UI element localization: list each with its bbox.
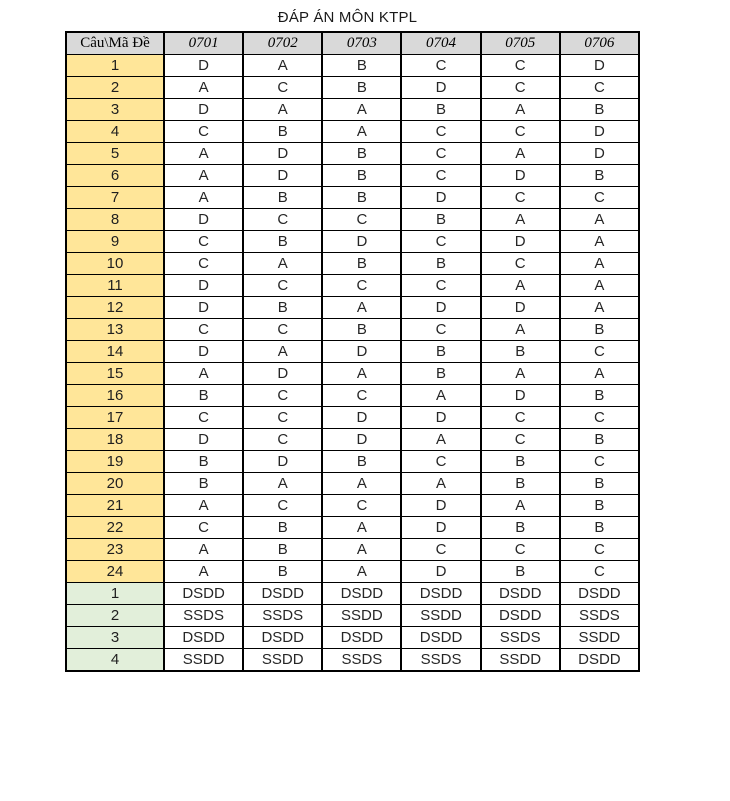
answer-cell: DSDD [164, 583, 243, 605]
answer-cell: C [560, 187, 639, 209]
answer-cell: C [322, 209, 401, 231]
answer-cell: B [322, 187, 401, 209]
answer-cell: SSDS [164, 605, 243, 627]
answer-cell: A [322, 517, 401, 539]
answer-cell: A [560, 253, 639, 275]
answer-cell: C [481, 407, 560, 429]
answer-cell: D [560, 143, 639, 165]
answer-cell: D [401, 517, 480, 539]
question-number-cell: 22 [66, 517, 164, 539]
answer-cell: D [401, 77, 480, 99]
answer-cell: D [401, 187, 480, 209]
question-number-cell: 5 [66, 143, 164, 165]
answer-cell: A [243, 341, 322, 363]
question-number-cell: 20 [66, 473, 164, 495]
answer-cell: B [401, 341, 480, 363]
answer-cell: B [560, 385, 639, 407]
answer-cell: B [243, 561, 322, 583]
answer-cell: DSDD [322, 627, 401, 649]
table-row [66, 55, 639, 77]
answer-cell: C [164, 319, 243, 341]
answer-cell: D [322, 341, 401, 363]
answer-cell: C [164, 407, 243, 429]
table-row [66, 605, 639, 627]
header-row [66, 32, 639, 55]
answer-cell: SSDD [164, 649, 243, 672]
answer-cell: C [481, 55, 560, 77]
question-number-cell: 6 [66, 165, 164, 187]
question-number-cell: 4 [66, 649, 164, 672]
answer-cell: B [401, 209, 480, 231]
table-row [66, 429, 639, 451]
table-row [66, 649, 639, 672]
code-header-cell: 0705 [481, 32, 560, 55]
table-row [66, 319, 639, 341]
answer-cell: A [164, 539, 243, 561]
answer-cell: C [560, 407, 639, 429]
answer-cell: SSDS [322, 649, 401, 672]
answer-cell: A [164, 143, 243, 165]
answer-cell: C [164, 517, 243, 539]
table-row [66, 561, 639, 583]
answer-cell: D [243, 143, 322, 165]
answer-cell: A [560, 363, 639, 385]
answer-cell: B [560, 517, 639, 539]
answer-cell: A [401, 385, 480, 407]
table-row [66, 407, 639, 429]
answer-cell: B [401, 363, 480, 385]
answer-cell: C [401, 121, 480, 143]
question-number-cell: 7 [66, 187, 164, 209]
answer-cell: A [560, 275, 639, 297]
answer-cell: DSDD [481, 583, 560, 605]
answer-cell: C [401, 539, 480, 561]
answer-cell: C [481, 253, 560, 275]
question-number-cell: 1 [66, 55, 164, 77]
question-number-cell: 3 [66, 627, 164, 649]
question-number-cell: 2 [66, 605, 164, 627]
answer-cell: B [322, 319, 401, 341]
answer-cell: D [401, 407, 480, 429]
answer-cell: C [243, 319, 322, 341]
answer-cell: B [322, 253, 401, 275]
table-row [66, 99, 639, 121]
table-row [66, 297, 639, 319]
answer-cell: C [401, 275, 480, 297]
question-number-cell: 14 [66, 341, 164, 363]
answer-cell: C [401, 451, 480, 473]
question-number-cell: 23 [66, 539, 164, 561]
answer-cell: A [164, 165, 243, 187]
answer-cell: B [243, 121, 322, 143]
answer-cell: D [322, 407, 401, 429]
question-number-cell: 13 [66, 319, 164, 341]
code-header-cell: 0706 [560, 32, 639, 55]
answer-key-table [65, 31, 640, 672]
answer-cell: C [481, 187, 560, 209]
table-row [66, 495, 639, 517]
answer-cell: B [401, 99, 480, 121]
answer-cell: B [243, 517, 322, 539]
table-row [66, 165, 639, 187]
answer-cell: A [243, 473, 322, 495]
answer-cell: A [560, 297, 639, 319]
answer-cell: A [481, 275, 560, 297]
code-header-cell: 0704 [401, 32, 480, 55]
answer-cell: B [560, 495, 639, 517]
answer-cell: D [560, 121, 639, 143]
answer-cell: DSDD [164, 627, 243, 649]
answer-cell: B [322, 77, 401, 99]
answer-cell: A [322, 297, 401, 319]
answer-cell: C [481, 77, 560, 99]
answer-cell: C [243, 385, 322, 407]
code-header-cell: 0703 [322, 32, 401, 55]
answer-cell: B [322, 165, 401, 187]
answer-cell: A [243, 99, 322, 121]
answer-cell: C [243, 495, 322, 517]
answer-cell: B [401, 253, 480, 275]
answer-cell: A [322, 539, 401, 561]
answer-cell: A [164, 561, 243, 583]
answer-cell: D [401, 561, 480, 583]
answer-cell: B [560, 165, 639, 187]
table-row [66, 77, 639, 99]
question-number-cell: 18 [66, 429, 164, 451]
answer-cell: A [481, 319, 560, 341]
question-number-cell: 10 [66, 253, 164, 275]
answer-cell: A [322, 561, 401, 583]
answer-cell: B [243, 187, 322, 209]
question-number-cell: 12 [66, 297, 164, 319]
answer-cell: C [560, 77, 639, 99]
answer-cell: D [322, 429, 401, 451]
answer-cell: A [560, 231, 639, 253]
answer-cell: A [481, 99, 560, 121]
table-row [66, 385, 639, 407]
answer-cell: B [481, 473, 560, 495]
answer-cell: B [481, 517, 560, 539]
page-title: ĐÁP ÁN MÔN KTPL [277, 9, 418, 26]
answer-cell: C [243, 77, 322, 99]
table-row [66, 275, 639, 297]
answer-cell: B [243, 297, 322, 319]
answer-cell: A [481, 209, 560, 231]
table-row [66, 473, 639, 495]
answer-cell: A [481, 143, 560, 165]
answer-cell: DSDD [401, 583, 480, 605]
answer-cell: B [164, 451, 243, 473]
table-row [66, 627, 639, 649]
question-number-cell: 9 [66, 231, 164, 253]
answer-cell: B [560, 473, 639, 495]
answer-cell: DSDD [243, 583, 322, 605]
answer-cell: A [560, 209, 639, 231]
answer-cell: DSDD [481, 605, 560, 627]
answer-cell: D [481, 297, 560, 319]
answer-cell: D [164, 275, 243, 297]
answer-cell: D [164, 99, 243, 121]
answer-cell: C [401, 319, 480, 341]
question-number-cell: 8 [66, 209, 164, 231]
table-row [66, 253, 639, 275]
answer-cell: C [401, 55, 480, 77]
answer-cell: SSDS [560, 605, 639, 627]
question-number-cell: 2 [66, 77, 164, 99]
answer-cell: DSDD [560, 583, 639, 605]
answer-cell: C [322, 385, 401, 407]
answer-cell: A [322, 121, 401, 143]
answer-cell: C [243, 407, 322, 429]
question-number-cell: 24 [66, 561, 164, 583]
answer-cell: B [481, 341, 560, 363]
question-number-cell: 17 [66, 407, 164, 429]
answer-cell: C [164, 121, 243, 143]
answer-cell: B [322, 451, 401, 473]
table-row [66, 187, 639, 209]
answer-cell: SSDD [481, 649, 560, 672]
answer-cell: A [481, 363, 560, 385]
answer-cell: DSDD [401, 627, 480, 649]
answer-cell: C [481, 429, 560, 451]
table-row [66, 517, 639, 539]
answer-cell: D [164, 341, 243, 363]
answer-cell: DSDD [322, 583, 401, 605]
question-number-cell: 15 [66, 363, 164, 385]
answer-cell: A [164, 363, 243, 385]
code-header-cell: 0702 [243, 32, 322, 55]
answer-cell: C [560, 561, 639, 583]
answer-cell: SSDD [401, 605, 480, 627]
answer-cell: SSDD [322, 605, 401, 627]
answer-cell: C [560, 341, 639, 363]
table-row [66, 143, 639, 165]
answer-cell: A [322, 363, 401, 385]
answer-cell: D [401, 297, 480, 319]
answer-cell: D [164, 297, 243, 319]
answer-cell: D [243, 363, 322, 385]
answer-cell: B [243, 231, 322, 253]
answer-cell: A [322, 99, 401, 121]
answer-cell: D [481, 165, 560, 187]
answer-cell: C [322, 275, 401, 297]
answer-cell: A [164, 77, 243, 99]
answer-cell: B [481, 561, 560, 583]
answer-cell: D [164, 209, 243, 231]
answer-cell: D [164, 429, 243, 451]
question-number-cell: 1 [66, 583, 164, 605]
answer-cell: C [164, 253, 243, 275]
answer-cell: C [164, 231, 243, 253]
table-row [66, 121, 639, 143]
answer-cell: B [164, 473, 243, 495]
answer-cell: C [322, 495, 401, 517]
answer-cell: A [401, 429, 480, 451]
answer-cell: DSDD [560, 649, 639, 672]
table-row [66, 231, 639, 253]
answer-cell: SSDS [481, 627, 560, 649]
answer-cell: A [322, 473, 401, 495]
answer-cell: C [481, 539, 560, 561]
answer-cell: D [243, 451, 322, 473]
answer-cell: D [560, 55, 639, 77]
answer-cell: B [560, 319, 639, 341]
answer-cell: C [560, 539, 639, 561]
answer-cell: SSDD [560, 627, 639, 649]
answer-cell: D [481, 385, 560, 407]
table-row [66, 363, 639, 385]
answer-cell: C [243, 275, 322, 297]
answer-cell: C [481, 121, 560, 143]
answer-cell: C [401, 143, 480, 165]
answer-cell: A [243, 55, 322, 77]
answer-cell: D [401, 495, 480, 517]
question-number-cell: 21 [66, 495, 164, 517]
answer-cell: A [164, 187, 243, 209]
answer-cell: B [164, 385, 243, 407]
answer-cell: D [481, 231, 560, 253]
answer-cell: A [243, 253, 322, 275]
answer-cell: A [164, 495, 243, 517]
answer-cell: A [401, 473, 480, 495]
question-number-cell: 4 [66, 121, 164, 143]
code-header-cell: 0701 [164, 32, 243, 55]
table-row [66, 539, 639, 561]
answer-cell: DSDD [243, 627, 322, 649]
table-row [66, 341, 639, 363]
answer-cell: SSDS [401, 649, 480, 672]
question-number-cell: 11 [66, 275, 164, 297]
corner-header-cell: Câu\Mã Đề [66, 32, 164, 55]
answer-cell: D [322, 231, 401, 253]
answer-cell: A [481, 495, 560, 517]
answer-cell: D [243, 165, 322, 187]
question-number-cell: 3 [66, 99, 164, 121]
answer-cell: B [322, 55, 401, 77]
answer-cell: C [401, 231, 480, 253]
answer-cell: C [401, 165, 480, 187]
question-number-cell: 16 [66, 385, 164, 407]
answer-cell: B [243, 539, 322, 561]
answer-cell: B [560, 99, 639, 121]
answer-cell: SSDD [243, 649, 322, 672]
answer-cell: B [481, 451, 560, 473]
question-number-cell: 19 [66, 451, 164, 473]
answer-cell: B [560, 429, 639, 451]
table-row [66, 583, 639, 605]
answer-cell: C [243, 429, 322, 451]
table-row [66, 209, 639, 231]
answer-table-body [66, 55, 639, 672]
answer-cell: SSDS [243, 605, 322, 627]
answer-cell: D [164, 55, 243, 77]
answer-cell: C [560, 451, 639, 473]
table-row [66, 451, 639, 473]
answer-cell: B [322, 143, 401, 165]
answer-cell: C [243, 209, 322, 231]
